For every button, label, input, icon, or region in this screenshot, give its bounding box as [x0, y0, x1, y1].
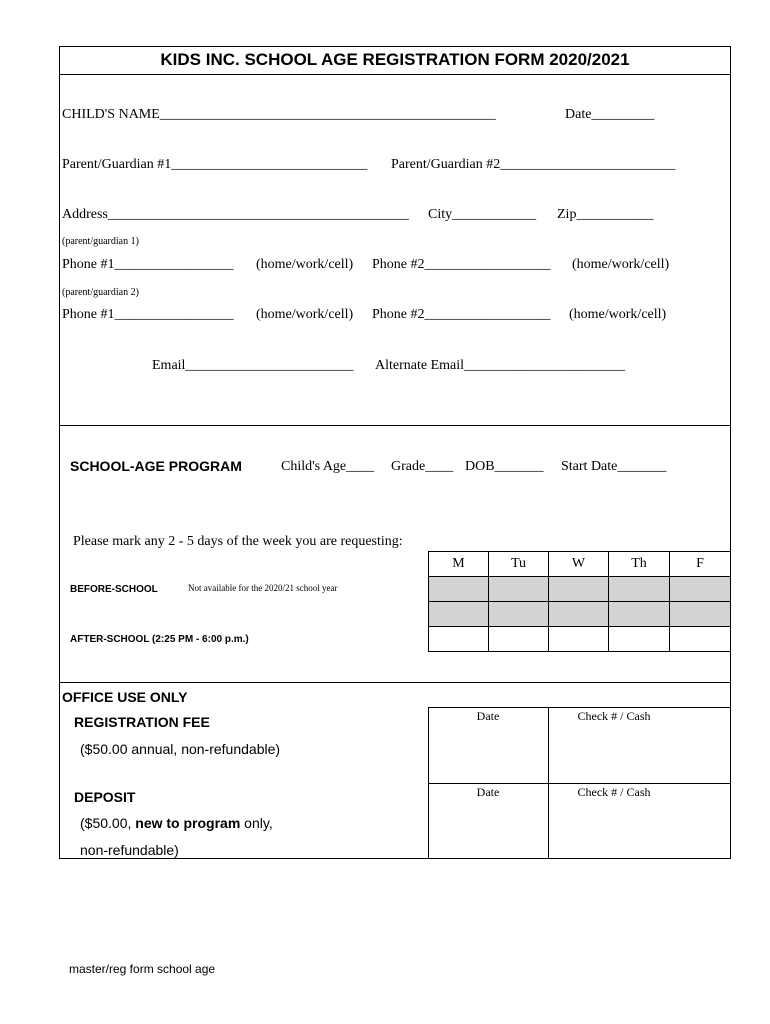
deposit-note-line-2: non-refundable): [80, 842, 179, 858]
after-school-cell-tu[interactable]: [488, 626, 549, 652]
dob-field[interactable]: DOB_______: [465, 459, 544, 474]
pg2-phone-2-type: (home/work/cell): [569, 307, 667, 322]
deposit-date-label: Date: [476, 785, 500, 799]
office-use-heading: OFFICE USE ONLY: [62, 689, 188, 705]
registration-date-label: Date: [476, 709, 500, 723]
zip-field[interactable]: Zip___________: [557, 207, 654, 222]
date-field[interactable]: Date_________: [565, 107, 655, 122]
program-divider: [59, 682, 731, 683]
day-label-m: M: [452, 556, 465, 571]
parent-guardian-2-note: (parent/guardian 2): [62, 287, 139, 298]
form-title: KIDS INC. SCHOOL AGE REGISTRATION FORM 2020/2021: [160, 50, 630, 69]
after-school-label: AFTER-SCHOOL (2:25 PM - 6:00 p.m.): [70, 634, 249, 645]
email-field[interactable]: Email________________________: [152, 358, 354, 373]
days-instruction: Please mark any 2 - 5 days of the week you are requesting:: [73, 534, 403, 549]
grade-field[interactable]: Grade____: [391, 459, 454, 474]
start-date-field[interactable]: Start Date_______: [561, 459, 667, 474]
after-school-cell-f[interactable]: [669, 626, 731, 652]
program-heading: SCHOOL-AGE PROGRAM: [70, 458, 242, 474]
parent-guardian-1-field[interactable]: Parent/Guardian #1____________________________: [62, 157, 368, 172]
before-school-cell-m-2: [428, 601, 489, 627]
before-school-cell-f-2: [669, 601, 731, 627]
before-school-cell-tu-1: [488, 576, 549, 602]
deposit-note-post: only,: [240, 815, 273, 831]
deposit-note-pre: ($50.00,: [80, 815, 136, 831]
pg1-phone-1-type: (home/work/cell): [256, 257, 354, 272]
parent-guardian-2-field[interactable]: Parent/Guardian #2_________________________: [391, 157, 676, 172]
before-school-cell-m-1: [428, 576, 489, 602]
before-school-label: BEFORE-SCHOOL: [70, 584, 158, 595]
registration-fee-note: ($50.00 annual, non-refundable): [80, 741, 281, 757]
after-school-cell-m[interactable]: [428, 626, 489, 652]
day-label-tu: Tu: [510, 556, 527, 571]
after-school-cell-th[interactable]: [608, 626, 670, 652]
before-school-cell-w-1: [548, 576, 609, 602]
before-school-cell-f-1: [669, 576, 731, 602]
pg1-phone-2-type: (home/work/cell): [572, 257, 670, 272]
footer-text: master/reg form school age: [69, 962, 216, 976]
day-label-w: W: [571, 556, 586, 571]
child-age-field[interactable]: Child's Age____: [281, 459, 375, 474]
contact-divider: [59, 425, 731, 426]
registration-fee-label: REGISTRATION FEE: [74, 714, 210, 730]
day-label-f: F: [696, 556, 704, 571]
after-school-cell-w[interactable]: [548, 626, 609, 652]
before-school-cell-w-2: [548, 601, 609, 627]
alternate-email-field[interactable]: Alternate Email_______________________: [375, 358, 626, 373]
address-field[interactable]: Address___________________________________________: [62, 207, 409, 222]
pg2-phone-1-type: (home/work/cell): [256, 307, 354, 322]
title-divider: [59, 74, 731, 75]
pg2-phone-1-field[interactable]: Phone #1_________________: [62, 307, 234, 322]
before-school-note: Not available for the 2020/21 school year: [188, 583, 338, 593]
registration-check-label: Check # / Cash: [577, 709, 651, 723]
day-label-th: Th: [631, 556, 647, 571]
before-school-cell-tu-2: [488, 601, 549, 627]
before-school-cell-th-1: [608, 576, 670, 602]
office-table-row-divider: [428, 783, 731, 784]
pg1-phone-1-field[interactable]: Phone #1_________________: [62, 257, 234, 272]
deposit-check-label: Check # / Cash: [577, 785, 651, 799]
pg2-phone-2-field[interactable]: Phone #2__________________: [372, 307, 551, 322]
deposit-note-bold: new to program: [135, 815, 241, 831]
before-school-cell-th-2: [608, 601, 670, 627]
parent-guardian-1-note: (parent/guardian 1): [62, 236, 139, 247]
child-name-field[interactable]: CHILD'S NAME________________________________________________: [62, 107, 496, 122]
deposit-note: [80, 815, 273, 831]
deposit-label: DEPOSIT: [74, 789, 136, 805]
pg1-phone-2-field[interactable]: Phone #2__________________: [372, 257, 551, 272]
city-field[interactable]: City____________: [428, 207, 537, 222]
